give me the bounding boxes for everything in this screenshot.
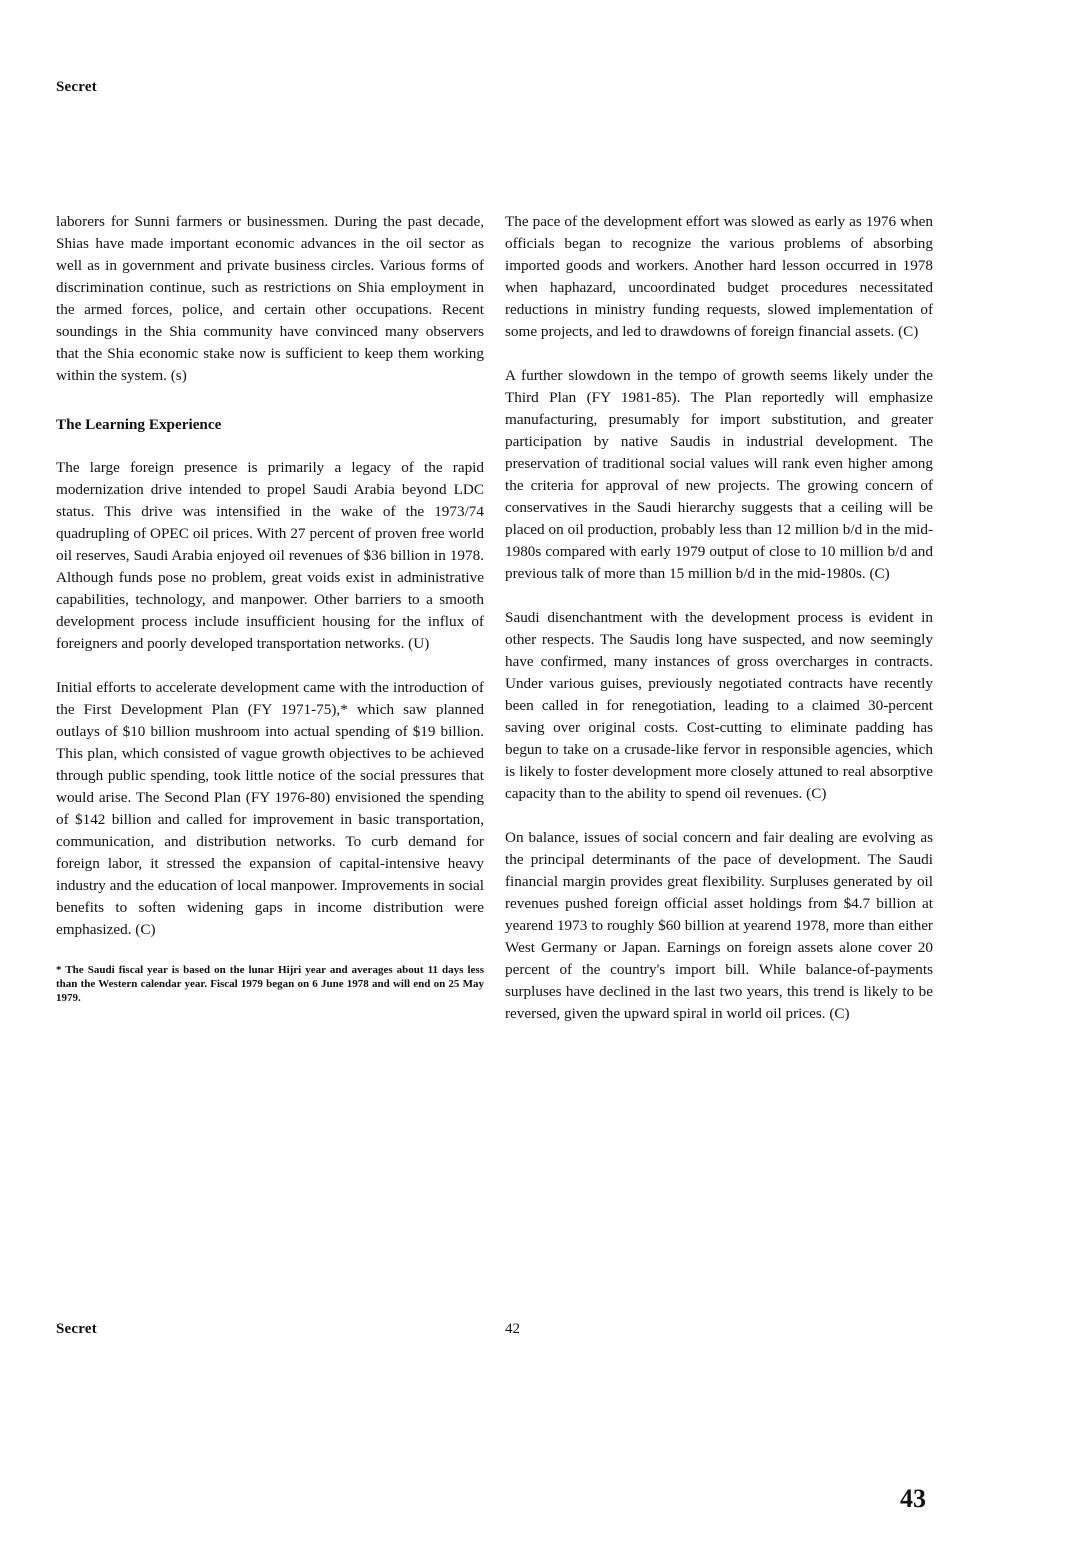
- paragraph: The pace of the development effort was slowed as early as 1976 when officials began to recognize the various problems of absorbing imported goods and workers. Another hard lesson occurred in 1978 when haphazard, uncoordinated budget procedures necessitated reductions in ministry funding requests, slowed implementation of some projects, and led to drawdowns of foreign financial assets. (C): [505, 213, 933, 340]
- paragraph: On balance, issues of social concern and fair dealing are evolving as the principal determinants of the pace of development. The Saudi financial margin provides great flexibility. Surpluses generated by oil revenues pushed foreign official asset holdings from $4.7 billion at yearend 1973 to roughly $60 billion at yearend 1978, more than either West Germany or Japan. Earnings on foreign assets alone cover 20 percent of the country's import bill. While balance-of-payments surpluses have declined in the last two years, this trend is likely to be reversed, given the upward spiral in world oil prices. (C): [505, 829, 933, 1022]
- paragraph: Initial efforts to accelerate development came with the introduction of the First Development Plan (FY 1971-75),* which saw planned outlays of $10 billion mushroom into actual spending of $19 billion. This plan, which consisted of vague growth objectives to be achieved through public spending, took little notice of the social pressures that would arise. The Second Plan (FY 1976-80) envisioned the spending of $142 billion and called for improvement in basic transportation, communication, and distribution networks. To curb demand for foreign labor, it stressed the expansion of capital-intensive heavy industry and the education of local manpower. Improvements in social benefits to soften widening gaps in income distribution were emphasized. (C): [56, 679, 484, 938]
- section-heading: The Learning Experience: [56, 416, 222, 433]
- classification-footer: Secret: [56, 1321, 97, 1337]
- paragraph: Saudi disenchantment with the development process is evident in other respects. The Saudis long have suspected, and now seemingly have confirmed, many instances of gross overcharges in contracts. Under various guises, previously negotiated contracts have recently been called in for renegotiation, leading to a claimed 30-percent saving over original costs. Cost-cutting to eliminate padding has begun to take on a crusade-like fervor in responsible agencies, which is likely to foster development more closely attuned to real absorptive capacity than to the ability to spend oil revenues. (C): [505, 609, 933, 802]
- paragraph: The large foreign presence is primarily a legacy of the rapid modernization drive intended to propel Saudi Arabia beyond LDC status. This drive was intensified in the wake of the 1973/74 quadrupling of OPEC oil prices. With 27 percent of proven free world oil reserves, Saudi Arabia enjoyed oil revenues of $36 billion in 1978. Although funds pose no problem, great voids exist in administrative capabilities, technology, and manpower. Other barriers to a smooth development process include insufficient housing for the influx of foreigners and poorly developed transportation networks. (U): [56, 459, 484, 652]
- folio-number: 43: [900, 1484, 926, 1513]
- right-column: [505, 211, 933, 1047]
- page-number: 42: [505, 1321, 520, 1337]
- left-column: [56, 211, 484, 1005]
- classification-header: Secret: [56, 79, 97, 95]
- paragraph: laborers for Sunni farmers or businessmen. During the past decade, Shias have made important economic advances in the oil sector as well as in government and private business circles. Various forms of discrimination continue, such as restrictions on Shia employment in the armed forces, police, and certain other occupations. Recent soundings in the Shia community have convinced many observers that the Shia economic stake now is sufficient to keep them working within the system. (s): [56, 213, 484, 384]
- footnote: * The Saudi fiscal year is based on the lunar Hijri year and averages about 11 days less than the Western calendar year. Fiscal 1979 began on 6 June 1978 and will end on 25 May 1979.: [56, 964, 484, 1004]
- paragraph: A further slowdown in the tempo of growth seems likely under the Third Plan (FY 1981-85). The Plan reportedly will emphasize manufacturing, presumably for import substitution, and greater participation by native Saudis in industrial development. The preservation of traditional social values will rank even higher among the criteria for approval of new projects. The growing concern of conservatives in the Saudi hierarchy suggests that a ceiling will be placed on oil production, probably less than 12 million b/d in the mid-1980s compared with early 1979 output of close to 10 million b/d and previous talk of more than 15 million b/d in the mid-1980s. (C): [505, 367, 933, 582]
